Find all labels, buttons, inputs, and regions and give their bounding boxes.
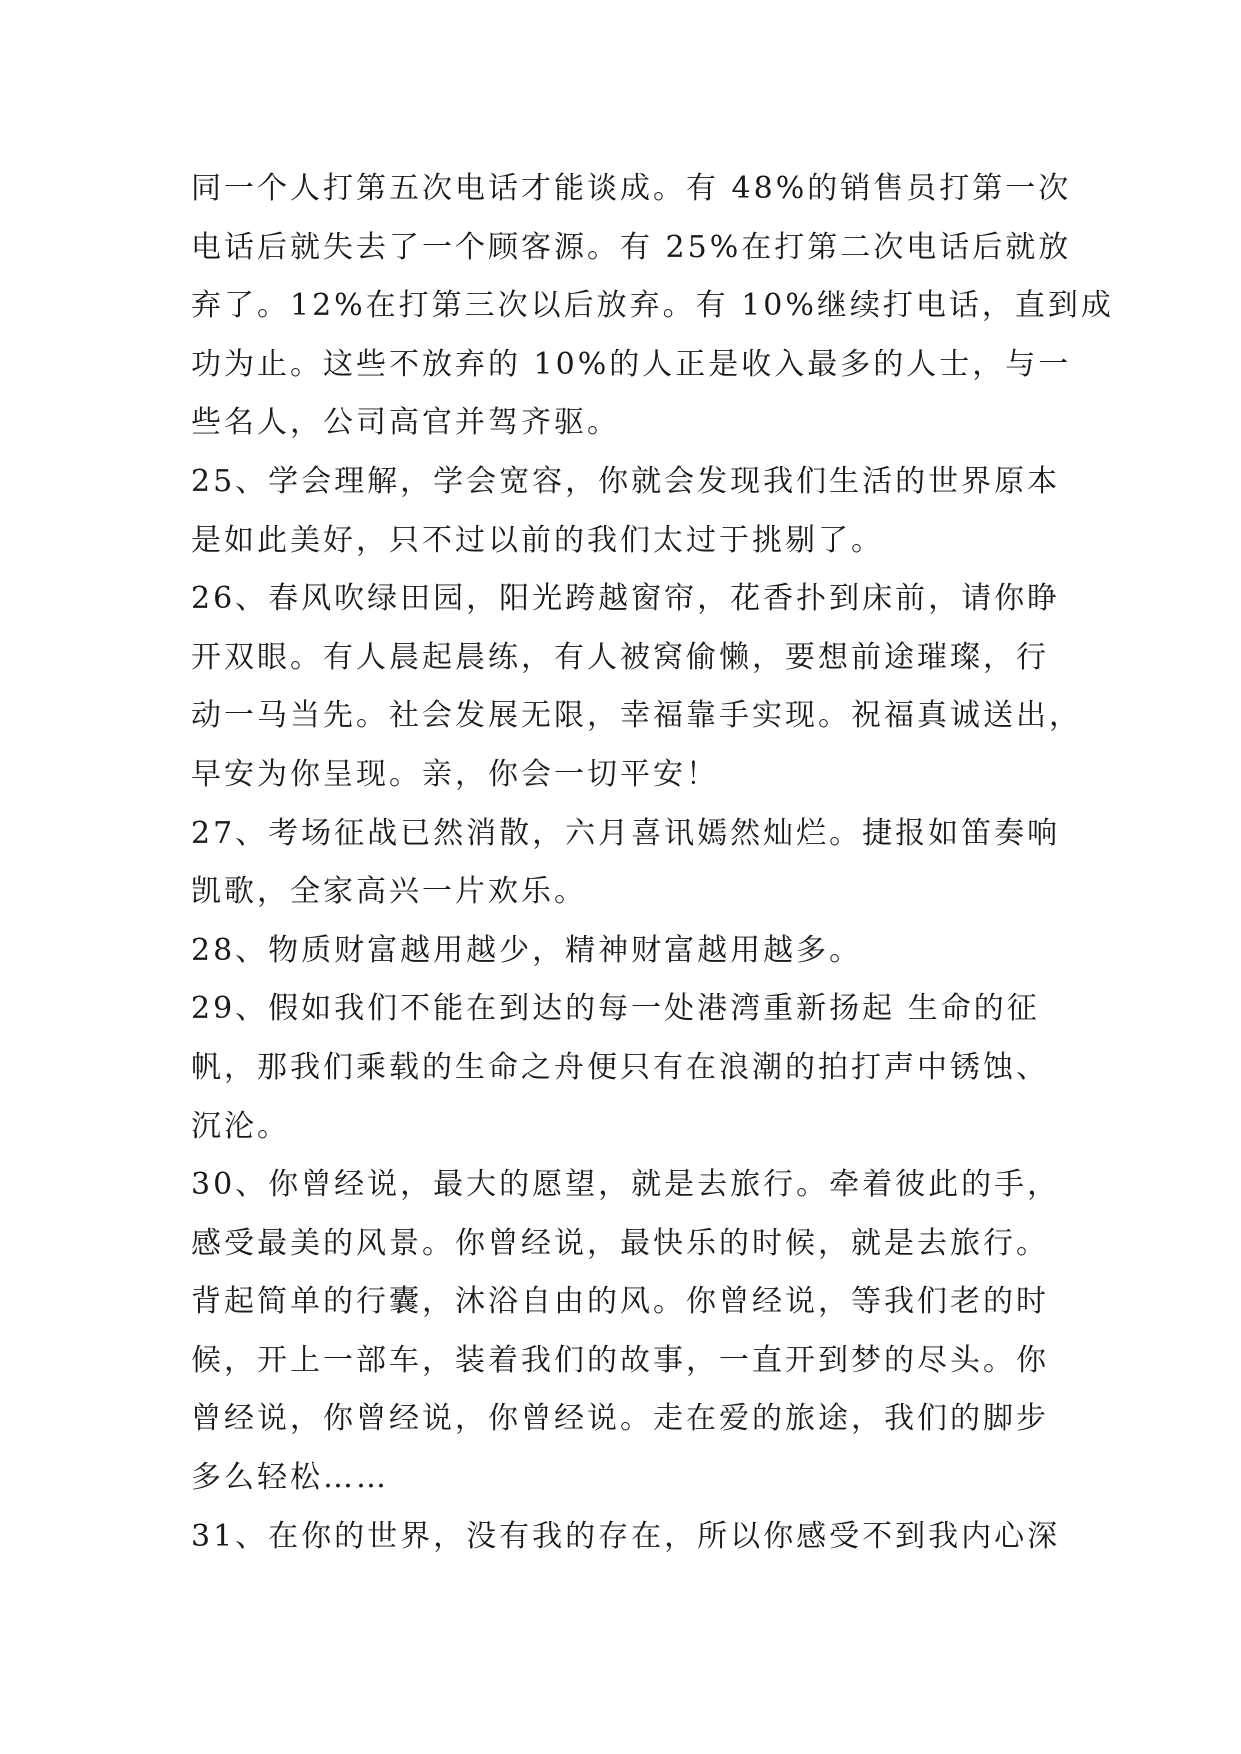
text-line: 功为止。这些不放弃的 10%的人正是收入最多的人士，与一 (191, 346, 1072, 382)
document-body (191, 160, 1114, 1566)
text-line: 27、考场征战已然消散，六月喜讯嫣然灿烂。捷报如笛奏响 (191, 815, 1061, 851)
text-line: 29、假如我们不能在到达的每一处港湾重新扬起 生命的征 (191, 991, 1040, 1027)
text-line: 26、春风吹绿田园，阳光跨越窗帘，花香扑到床前，请你睁 (191, 581, 1061, 617)
text-line: 多么轻松…… (191, 1460, 389, 1496)
text-line: 电话后就失去了一个顾客源。有 25%在打第二次电话后就放 (191, 229, 1072, 265)
text-line: 28、物质财富越用越少，精神财富越用越多。 (191, 932, 863, 968)
text-line: 凯歌，全家高兴一片欢乐。 (191, 874, 587, 910)
text-line: 开双眼。有人晨起晨练，有人被窝偷懒，要想前途璀璨，行 (191, 639, 1049, 675)
text-line: 25、学会理解，学会宽容，你就会发现我们生活的世界原本 (191, 463, 1061, 499)
text-line: 动一马当先。社会发展无限，幸福靠手实现。祝福真诚送出， (191, 698, 1082, 734)
text-line: 沉沦。 (191, 1108, 290, 1144)
text-line: 背起简单的行囊，沐浴自由的风。你曾经说，等我们老的时 (191, 1284, 1049, 1320)
text-line: 是如此美好，只不过以前的我们太过于挑剔了。 (191, 522, 884, 558)
text-line: 早安为你呈现。亲，你会一切平安！ (191, 756, 719, 792)
text-line: 些名人，公司高官并驾齐驱。 (191, 405, 620, 441)
text-line: 30、你曾经说，最大的愿望，就是去旅行。牵着彼此的手， (191, 1167, 1061, 1203)
text-line: 候，开上一部车，装着我们的故事，一直开到梦的尽头。你 (191, 1342, 1049, 1378)
text-line: 同一个人打第五次电话才能谈成。有 48%的销售员打第一次 (191, 171, 1072, 206)
text-line: 弃了。12%在打第三次以后放弃。有 10%继续打电话，直到成 (191, 288, 1114, 324)
text-line: 31、在你的世界，没有我的存在，所以你感受不到我内心深 (191, 1518, 1061, 1554)
text-line: 感受最美的风景。你曾经说，最快乐的时候，就是去旅行。 (191, 1225, 1049, 1261)
text-line: 曾经说，你曾经说，你曾经说。走在爱的旅途，我们的脚步 (191, 1401, 1049, 1437)
text-line: 帆，那我们乘载的生命之舟便只有在浪潮的拍打声中锈蚀、 (191, 1049, 1049, 1085)
